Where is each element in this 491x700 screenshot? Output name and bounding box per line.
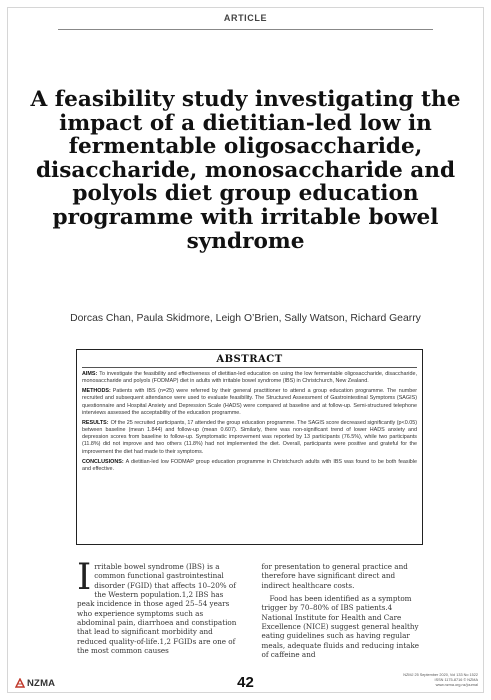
article-title: A feasibility study investigating the impact of a dietitian-led low in fermentable oligosaccharide, disaccharide, monosaccharide and polyols diet group education programme with irritable bowel syndrome bbox=[30, 87, 461, 254]
body-paragraph: Food has been identified as a symptom trigger by 70–80% of IBS patients.4 National Institute for Health and Care Excellence (NICE) suggest general healthy eating guidelines such as having regular meals, adequate fluids and reducing intake of caffeine and bbox=[261, 594, 420, 660]
drop-cap: I bbox=[77, 562, 92, 598]
abstract-section-label: AIMS: bbox=[82, 371, 98, 377]
journal-info bbox=[403, 673, 478, 688]
abstract-section-text: Of the 25 recruited participants, 17 attended the group education programme. The SAGIS score decreased significantly (p<0.05) between baseline (mean 1.844) and follow-up (mean 0.607). Similarly, there was non-significant trend of lower HADS anxiety and depression scores from baseline to follow-up. Symptomatic improvement was reported by 13 participants (76.5%), while two participants (11.8%) did not improve and two others (11.8%) had not implemented the diet. Overall, participants were positive and grateful for the improvement the diet had made to their symptoms. bbox=[82, 419, 417, 455]
abstract-divider bbox=[82, 367, 417, 368]
body-column-right bbox=[262, 562, 425, 676]
abstract-methods bbox=[82, 388, 417, 417]
page-number: 42 bbox=[237, 674, 254, 691]
journal-url: www.nzma.org.nz/journal bbox=[435, 683, 478, 687]
body-paragraph: rritable bowel syndrome (IBS) is a common functional gastrointestinal disorder (FGID) that affects 10–20% of the Western population.1,2 IBS has peak incidence in those aged 25–54 years who experience symptoms such as abdominal pain, diarrhoea and constipation that lead to significant morbidity and reduced quality-of-life.1,2 FGIDs are one of the most common causes bbox=[77, 562, 237, 656]
author-list: Dorcas Chan, Paula Skidmore, Leigh O’Brien, Sally Watson, Richard Gearry bbox=[70, 313, 421, 324]
logo-text: NZMA bbox=[27, 677, 56, 689]
abstract-section-text: A dietitian-led low FODMAP group education programme in Christchurch adults with IBS was found to be both feasible and effective. bbox=[82, 458, 417, 472]
journal-issn: ISSN 1175-8716 © NZMA bbox=[434, 678, 478, 682]
abstract-section-text: Patients with IBS (n=25) were referred by their general practitioner to attend a group education programme. The number recruited and subsequent attendance were used to evaluate feasibility. The Structured Assessment of Gastrointestinal Symptoms (SAGIS) questionnaire and Hospital Anxiety and Depression Scale (HADS) were compared at baseline and at follow-up. Semi-structured telephone interviews assessed the acceptability of the education programme. bbox=[82, 388, 417, 416]
abstract-section-label: CONCLUSIONS: bbox=[82, 458, 124, 465]
body-paragraph: for presentation to general practice and therefore have significant direct and indirect healthcare costs. bbox=[261, 562, 408, 590]
abstract-conclusions bbox=[82, 459, 417, 473]
body-column-left bbox=[77, 562, 240, 676]
section-label: ARTICLE bbox=[223, 13, 268, 23]
abstract-section-label: METHODS: bbox=[82, 388, 111, 395]
abstract-heading: ABSTRACT bbox=[216, 354, 283, 365]
body-text-columns bbox=[77, 562, 424, 676]
journal-issue: NZMJ 25 September 2020, Vol 133 No 1522 bbox=[403, 673, 478, 677]
abstract-section-text: To investigate the feasibility and effectiveness of dietitian-led education on using the low fermentable oligosaccharide, disaccharide, monosaccharide and polyols (FODMAP) diet in adults with irritable bowel syndrome (IBS) in Christchurch, New Zealand. bbox=[82, 371, 417, 385]
abstract-aims bbox=[82, 371, 417, 385]
abstract-results bbox=[82, 420, 417, 456]
header-rule bbox=[58, 29, 433, 30]
abstract-box bbox=[76, 349, 423, 545]
abstract-section-label: RESULTS: bbox=[82, 419, 109, 426]
page-footer bbox=[7, 673, 484, 693]
